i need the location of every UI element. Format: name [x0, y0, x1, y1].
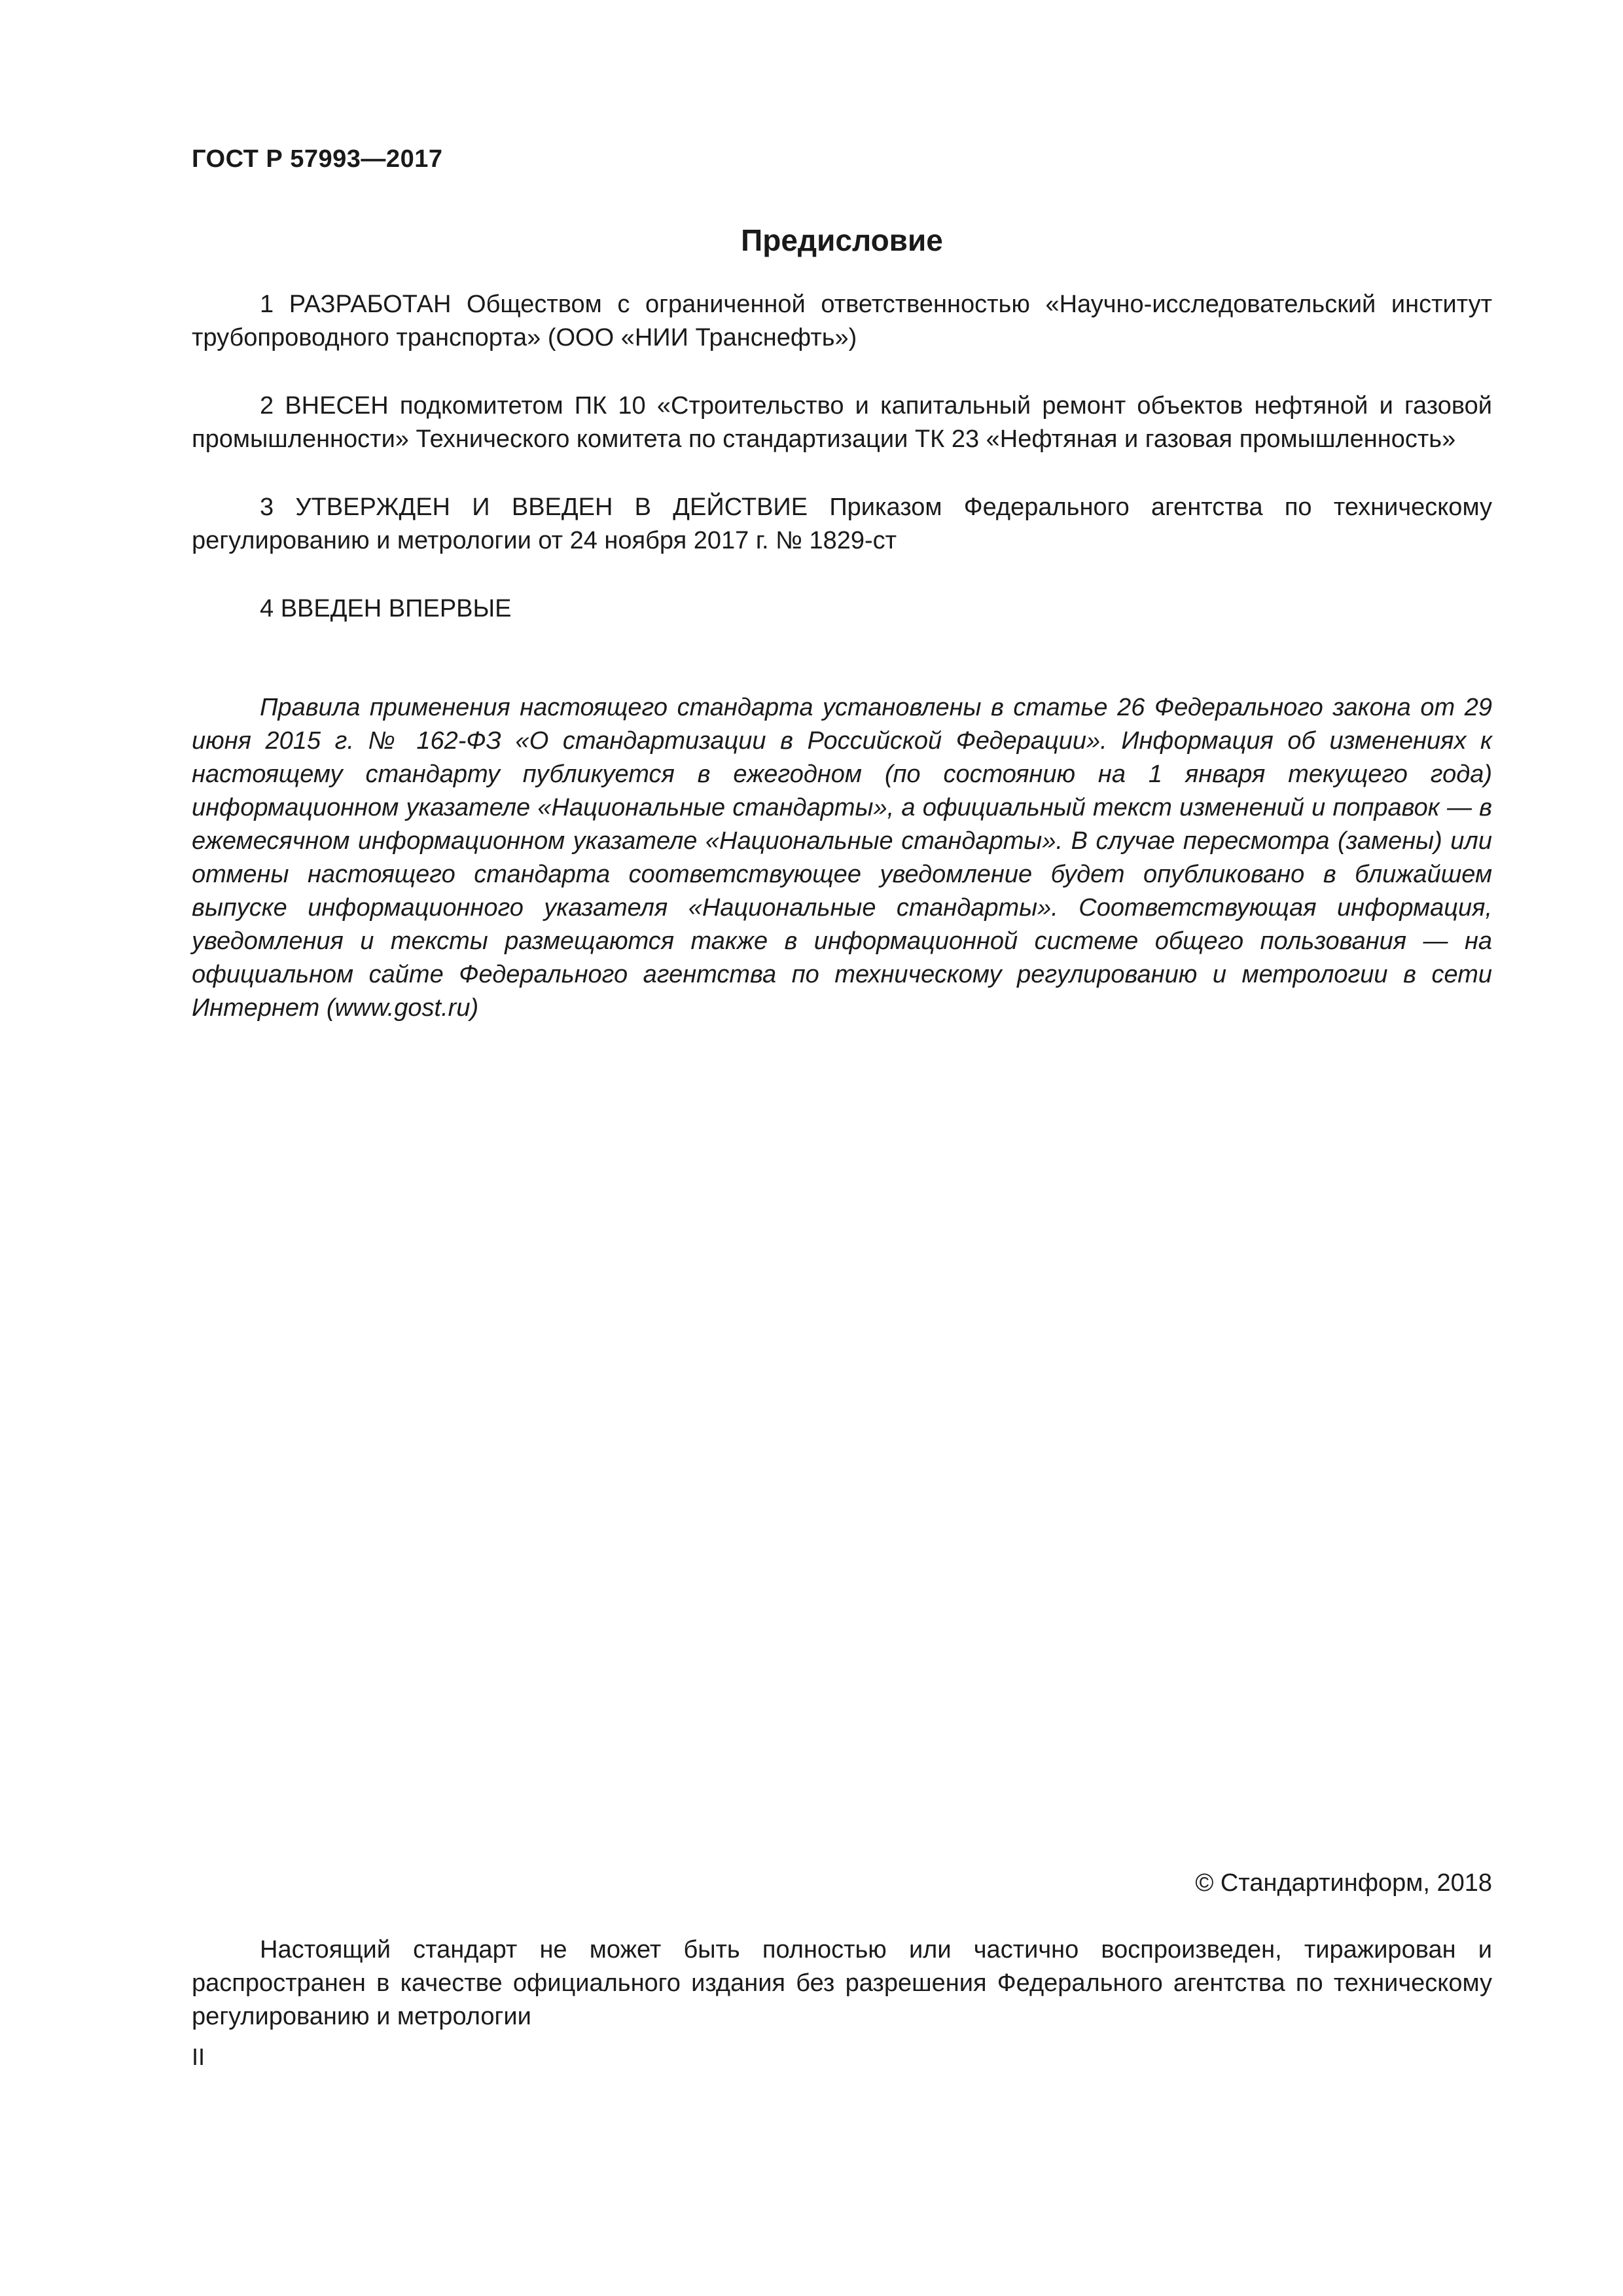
document-id: ГОСТ Р 57993—2017	[192, 145, 443, 173]
foreword-item-introduced: 4 ВВЕДЕН ВПЕРВЫЕ	[260, 595, 512, 622]
foreword-item-developed: 1 РАЗРАБОТАН Обществом с ограниченной ответственностью «Научно-исследовательский институт трубопроводного транспорта» (ООО «НИИ Транснефть»)	[192, 291, 1492, 351]
rules-note: Правила применения настоящего стандарта установлены в статье 26 Федерального закона от 29 июня 2015 г. № 162-ФЗ «О стандартизации в Российской Федерации». Информация об изменениях к настоящему стандарту публикуется в ежегодном (по состоянию на 1 января текущего года) информационном указателе «Национальные стандарты», а официальный текст изменений и поправок — в ежемесячном информационном указателе «Национальные стандарты». В случае пересмотра (замены) или отмены настоящего стандарта соответствующее уведомление будет опубликовано в ближайшем выпуске информационного указателя «Национальные стандарты». Соответствующая информация, уведомления и тексты размещаются также в информационной системе общего пользования — на официальном сайте Федерального агентства по техническому регулированию и метрологии в сети Интернет (www.gost.ru)	[192, 694, 1492, 1022]
section-title: Предисловие	[741, 223, 943, 257]
foreword-item-approved: 3 УТВЕРЖДЕН И ВВЕДЕН В ДЕЙСТВИЕ Приказом Федерального агентства по техническому регулированию и метрологии от 24 ноября 2017 г. № 1829-ст	[192, 493, 1492, 554]
foreword-body	[192, 288, 1492, 1060]
page-number: II	[192, 2043, 205, 2070]
reproduction-notice: Настоящий стандарт не может быть полностью или частично воспроизведен, тиражирован и распространен в качестве официального издания без разрешения Федерального агентства по техническому регулированию и метрологии	[192, 1936, 1492, 2030]
foreword-item-submitted: 2 ВНЕСЕН подкомитетом ПК 10 «Строительство и капитальный ремонт объектов нефтяной и газовой промышленности» Технического комитета по стандартизации ТК 23 «Нефтяная и газовая промышленность»	[192, 392, 1492, 453]
copyright-line: © Стандартинформ, 2018	[1195, 1869, 1492, 1897]
